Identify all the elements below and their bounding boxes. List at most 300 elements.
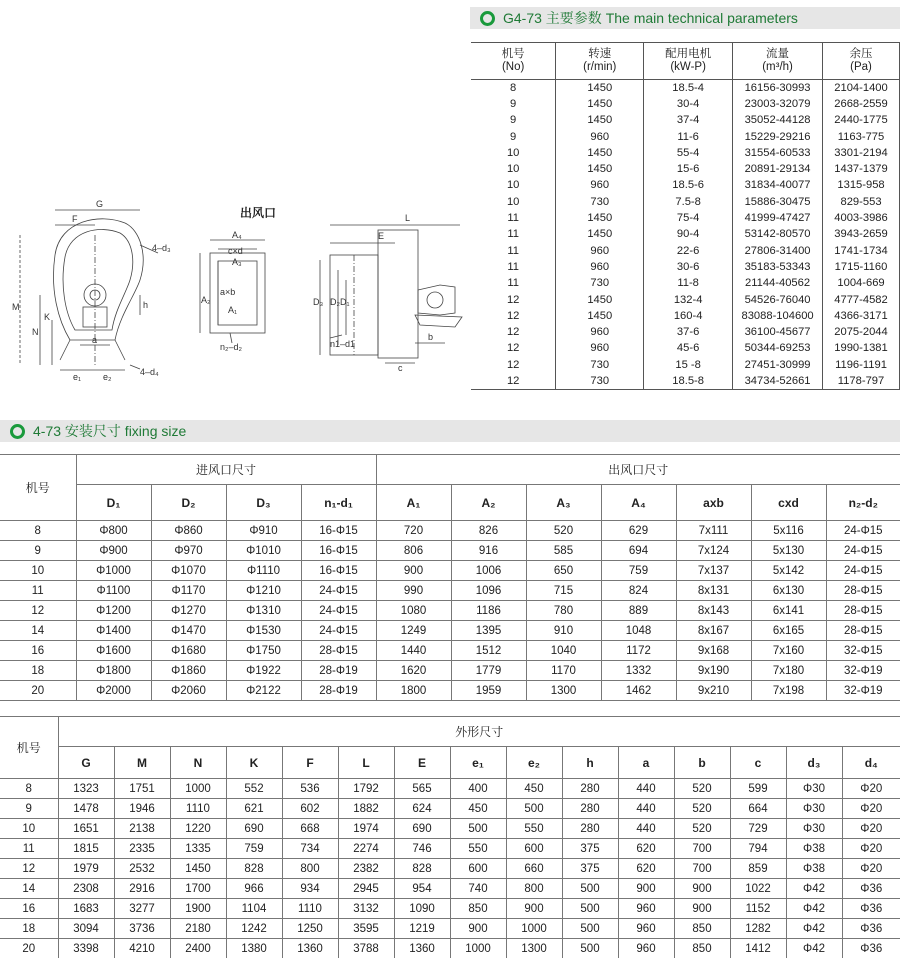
table-cell: 12 [471, 357, 556, 373]
table-cell: 12 [471, 324, 556, 340]
table-cell: 1450 [556, 145, 644, 161]
table-row [0, 661, 900, 681]
table-cell: 375 [562, 839, 618, 859]
motor-body [418, 285, 455, 315]
table-cell: Φ2122 [226, 681, 301, 701]
table-cell: 1315-958 [823, 177, 900, 193]
outline-column-header: M [114, 747, 170, 779]
table-cell: 16 [0, 641, 76, 661]
table-cell: 54526-76040 [733, 291, 823, 307]
table-cell: 280 [562, 779, 618, 799]
table-cell: 11 [471, 259, 556, 275]
table-cell: 2400 [170, 939, 226, 958]
table-cell: Φ800 [76, 521, 151, 541]
table-cell: 10 [471, 161, 556, 177]
label-d4: 4–d₄ [140, 367, 159, 377]
table-cell: 746 [394, 839, 450, 859]
table-row [471, 177, 900, 193]
table-cell: 1974 [338, 819, 394, 839]
table-cell: 1959 [451, 681, 526, 701]
fixing-table-head [0, 455, 900, 521]
label-L: L [405, 213, 411, 223]
table-cell: 28-Φ15 [826, 621, 900, 641]
table-cell: 1620 [376, 661, 451, 681]
table-cell: Φ1800 [76, 661, 151, 681]
inlet-size-header: 进风口尺寸 [76, 455, 376, 485]
table-row [471, 324, 900, 340]
table-cell: 12 [0, 601, 76, 621]
table-cell: 24-Φ15 [826, 561, 900, 581]
table-cell: 1715-1160 [823, 259, 900, 275]
table-cell: 934 [282, 879, 338, 899]
outline-size-table [0, 716, 900, 958]
table-row [0, 621, 900, 641]
table-cell: 35052-44128 [733, 112, 823, 128]
table-cell: Φ20 [842, 799, 900, 819]
table-cell: Φ1400 [76, 621, 151, 641]
table-cell: 8 [0, 521, 76, 541]
table-cell: 600 [450, 859, 506, 879]
table-cell: 1751 [114, 779, 170, 799]
table-cell: 1170 [526, 661, 601, 681]
table-cell: 35183-53343 [733, 259, 823, 275]
table-cell: 730 [556, 275, 644, 291]
table-cell: Φ36 [842, 919, 900, 939]
table-cell: 2335 [114, 839, 170, 859]
table-cell: 859 [730, 859, 786, 879]
table-cell: 1450 [556, 112, 644, 128]
table-cell: 9x190 [676, 661, 751, 681]
table-cell: 1249 [376, 621, 451, 641]
table-cell: 800 [506, 879, 562, 899]
label-e2: e₂ [103, 372, 112, 382]
table-cell: 1882 [338, 799, 394, 819]
table-cell: 1450 [556, 80, 644, 96]
fixing-column-header: axb [676, 485, 751, 521]
green-ring-icon [480, 11, 495, 26]
fan-drawings-svg [0, 195, 470, 395]
table-row [471, 210, 900, 226]
table-cell: 6x141 [751, 601, 826, 621]
table-cell: 720 [376, 521, 451, 541]
label-n1d1: n1–d1 [330, 339, 356, 349]
outline-column-header: K [226, 747, 282, 779]
table-cell: 1300 [526, 681, 601, 701]
table-cell: 9 [471, 128, 556, 144]
table-cell: 585 [526, 541, 601, 561]
table-cell: 624 [394, 799, 450, 819]
table-cell: 1900 [170, 899, 226, 919]
label-D3: D₃ [313, 297, 324, 307]
table-cell: 715 [526, 581, 601, 601]
table-cell: 1152 [730, 899, 786, 919]
table-cell: Φ20 [842, 839, 900, 859]
table-cell: Φ1270 [151, 601, 226, 621]
table-cell: 1186 [451, 601, 526, 621]
table-cell: 660 [506, 859, 562, 879]
parameters-table [471, 42, 900, 390]
table-cell: Φ2060 [151, 681, 226, 701]
table-cell: 9x210 [676, 681, 751, 701]
table-cell: 4003-3986 [823, 210, 900, 226]
technical-drawings [0, 195, 470, 395]
outline-column-header: F [282, 747, 338, 779]
table-cell: 75-4 [644, 210, 733, 226]
label-A1: A₁ [228, 305, 238, 315]
table-cell: 2138 [114, 819, 170, 839]
fan-casing [378, 230, 418, 358]
outline-column-header: d₃ [786, 747, 842, 779]
table-cell: 1450 [556, 308, 644, 324]
table-cell: 440 [618, 799, 674, 819]
fixing-section-title: 4-73 安装尺寸 fixing size [33, 423, 187, 439]
table-cell: Φ38 [786, 859, 842, 879]
table-cell: Φ1170 [151, 581, 226, 601]
table-row [471, 259, 900, 275]
outline-column-header: c [730, 747, 786, 779]
table-cell: 966 [226, 879, 282, 899]
table-cell: Φ20 [842, 779, 900, 799]
fan-housing-inner [63, 230, 133, 330]
table-cell: 7.5-8 [644, 194, 733, 210]
label-A3: A₃ [232, 257, 242, 267]
table-cell: 18 [0, 661, 76, 681]
table-cell: 16-Φ15 [301, 561, 376, 581]
table-cell: 16156-30993 [733, 80, 823, 96]
table-cell: 2668-2559 [823, 96, 900, 112]
table-row [471, 161, 900, 177]
table-cell: Φ36 [842, 879, 900, 899]
table-cell: 500 [562, 879, 618, 899]
table-cell: 10 [471, 177, 556, 193]
table-cell: 1006 [451, 561, 526, 581]
table-cell: 916 [451, 541, 526, 561]
table-cell: 1250 [282, 919, 338, 939]
table-row [471, 96, 900, 112]
table-cell: 850 [450, 899, 506, 919]
table-cell: 694 [601, 541, 676, 561]
table-cell: 690 [394, 819, 450, 839]
table-cell: 900 [376, 561, 451, 581]
table-cell: 18.5-6 [644, 177, 733, 193]
table-cell: 8x143 [676, 601, 751, 621]
table-cell: 1323 [58, 779, 114, 799]
table-cell: 1000 [170, 779, 226, 799]
table-cell: 1815 [58, 839, 114, 859]
table-cell: 1219 [394, 919, 450, 939]
fixing-column-header: n₂-d₂ [826, 485, 900, 521]
parameters-table-body [471, 80, 900, 390]
label-cxd: c×d [228, 246, 243, 256]
table-cell: 23003-32079 [733, 96, 823, 112]
table-cell: Φ30 [786, 819, 842, 839]
table-cell: 1478 [58, 799, 114, 819]
label-G: G [96, 199, 104, 209]
table-cell: 1651 [58, 819, 114, 839]
table-cell: 1512 [451, 641, 526, 661]
table-cell: 8 [0, 779, 58, 799]
table-cell: 1437-1379 [823, 161, 900, 177]
table-row [471, 112, 900, 128]
outlet-size-header: 出风口尺寸 [376, 455, 900, 485]
table-cell: 8x167 [676, 621, 751, 641]
table-cell: 850 [674, 939, 730, 958]
label-h: h [143, 300, 149, 310]
table-cell: 90-4 [644, 226, 733, 242]
table-row [471, 373, 900, 389]
table-cell: 11 [471, 275, 556, 291]
table-cell: 10 [0, 561, 76, 581]
table-cell: 21144-40562 [733, 275, 823, 291]
table-cell: Φ36 [842, 899, 900, 919]
table-cell: 16 [0, 899, 58, 919]
table-cell: 550 [450, 839, 506, 859]
table-cell: 32-Φ19 [826, 681, 900, 701]
table-cell: 83088-104600 [733, 308, 823, 324]
table-cell: 1196-1191 [823, 357, 900, 373]
table-cell: 780 [526, 601, 601, 621]
table-row [471, 340, 900, 356]
fixing-column-header: cxd [751, 485, 826, 521]
table-cell: 1282 [730, 919, 786, 939]
table-cell: 2916 [114, 879, 170, 899]
table-cell: 160-4 [644, 308, 733, 324]
table-cell: 11-8 [644, 275, 733, 291]
label-K: K [44, 312, 51, 322]
outline-column-header: h [562, 747, 618, 779]
fan-left-leg [60, 340, 70, 360]
table-cell: 11 [471, 226, 556, 242]
table-cell: 2104-1400 [823, 80, 900, 96]
table-cell: Φ1750 [226, 641, 301, 661]
table-cell: 11 [471, 210, 556, 226]
table-cell: 1110 [170, 799, 226, 819]
fixing-column-header: A₁ [376, 485, 451, 521]
table-cell: 1979 [58, 859, 114, 879]
table-row [471, 226, 900, 242]
table-cell: 5x142 [751, 561, 826, 581]
table-cell: 1450 [556, 96, 644, 112]
table-cell: 20 [0, 681, 76, 701]
fan-side-view [20, 210, 158, 370]
table-cell: Φ1860 [151, 661, 226, 681]
table-cell: 7x198 [751, 681, 826, 701]
table-cell: 1412 [730, 939, 786, 958]
label-n2d2: n₂–d₂ [220, 342, 243, 352]
table-row [0, 899, 900, 919]
table-cell: 9x168 [676, 641, 751, 661]
table-cell: Φ1470 [151, 621, 226, 641]
table-cell: 15-6 [644, 161, 733, 177]
table-cell: 7x137 [676, 561, 751, 581]
table-cell: 2180 [170, 919, 226, 939]
table-cell: 37-4 [644, 112, 733, 128]
fixing-table-body [0, 521, 900, 701]
table-cell: 3398 [58, 939, 114, 958]
table-cell: 826 [451, 521, 526, 541]
table-cell: 960 [618, 939, 674, 958]
table-cell: 14 [0, 621, 76, 641]
table-cell: 650 [526, 561, 601, 581]
table-row [0, 859, 900, 879]
table-row [471, 308, 900, 324]
table-cell: 1178-797 [823, 373, 900, 389]
outline-table-head [0, 717, 900, 779]
params-header-line: (Pa) [850, 61, 872, 73]
table-cell: 22-6 [644, 242, 733, 258]
table-cell: 10 [471, 194, 556, 210]
table-cell: 50344-69253 [733, 340, 823, 356]
table-cell: 12 [471, 308, 556, 324]
table-row [471, 80, 900, 96]
fixing-section-header [0, 420, 900, 442]
table-cell: Φ36 [842, 939, 900, 958]
table-cell: 10 [0, 819, 58, 839]
table-cell: 4366-3171 [823, 308, 900, 324]
table-cell: 8 [471, 80, 556, 96]
outline-size-header: 外形尺寸 [58, 717, 900, 747]
table-cell: 4210 [114, 939, 170, 958]
table-cell: 10 [471, 145, 556, 161]
table-cell: 32-Φ19 [826, 661, 900, 681]
table-cell: Φ2000 [76, 681, 151, 701]
table-row [0, 839, 900, 859]
label-E: E [378, 231, 385, 241]
table-cell: Φ1110 [226, 561, 301, 581]
table-cell: 729 [730, 819, 786, 839]
table-cell: 16-Φ15 [301, 541, 376, 561]
table-cell: 600 [506, 839, 562, 859]
table-cell: 18.5-8 [644, 373, 733, 389]
table-cell: 53142-80570 [733, 226, 823, 242]
table-cell: 12 [471, 340, 556, 356]
table-cell: 565 [394, 779, 450, 799]
table-cell: 1741-1734 [823, 242, 900, 258]
table-cell: 375 [562, 859, 618, 879]
table-cell: 11 [0, 581, 76, 601]
table-cell: 3736 [114, 919, 170, 939]
table-cell: 1792 [338, 779, 394, 799]
table-cell: 500 [562, 939, 618, 958]
table-row [471, 128, 900, 144]
table-cell: 7x160 [751, 641, 826, 661]
params-header-cell [556, 43, 644, 80]
label-M: M [12, 302, 20, 312]
table-cell: 552 [226, 779, 282, 799]
table-cell: 2440-1775 [823, 112, 900, 128]
table-cell: 730 [556, 373, 644, 389]
table-cell: 400 [450, 779, 506, 799]
table-cell: 31554-60533 [733, 145, 823, 161]
outline-column-header: N [170, 747, 226, 779]
table-cell: 500 [562, 899, 618, 919]
params-header-cell [471, 43, 556, 80]
table-cell: 6x130 [751, 581, 826, 601]
table-cell: 45-6 [644, 340, 733, 356]
table-cell: Φ1000 [76, 561, 151, 581]
table-cell: 1450 [556, 210, 644, 226]
table-cell: Φ1310 [226, 601, 301, 621]
table-row [0, 521, 900, 541]
table-cell: 440 [618, 779, 674, 799]
table-cell: Φ1680 [151, 641, 226, 661]
table-cell: 1022 [730, 879, 786, 899]
table-cell: 7x124 [676, 541, 751, 561]
table-cell: 1360 [394, 939, 450, 958]
table-cell: 31834-40077 [733, 177, 823, 193]
table-cell: 5x130 [751, 541, 826, 561]
table-cell: 1450 [556, 226, 644, 242]
table-cell: 9 [0, 799, 58, 819]
table-cell: 14 [0, 879, 58, 899]
table-cell: 450 [450, 799, 506, 819]
outline-column-header: e₁ [450, 747, 506, 779]
table-cell: Φ1010 [226, 541, 301, 561]
table-cell: 759 [226, 839, 282, 859]
table-cell: 828 [394, 859, 450, 879]
params-header-line: 流量 [766, 48, 790, 60]
table-cell: 12 [471, 373, 556, 389]
table-cell: 2075-2044 [823, 324, 900, 340]
table-cell: 954 [394, 879, 450, 899]
table-cell: Φ1070 [151, 561, 226, 581]
table-cell: 36100-45677 [733, 324, 823, 340]
table-cell: 520 [526, 521, 601, 541]
table-row [471, 145, 900, 161]
table-cell: 2308 [58, 879, 114, 899]
label-N: N [32, 327, 39, 337]
table-row [471, 275, 900, 291]
table-cell: 759 [601, 561, 676, 581]
table-cell: 1104 [226, 899, 282, 919]
fixing-machine-header: 机号 [0, 455, 76, 521]
table-cell: 24-Φ15 [301, 601, 376, 621]
table-cell: 28-Φ15 [826, 581, 900, 601]
table-cell: 620 [618, 839, 674, 859]
table-cell: 740 [450, 879, 506, 899]
table-cell: 668 [282, 819, 338, 839]
table-cell: 11 [0, 839, 58, 859]
table-cell: 621 [226, 799, 282, 819]
table-cell: 730 [556, 357, 644, 373]
table-cell: 664 [730, 799, 786, 819]
table-cell: 28-Φ15 [301, 641, 376, 661]
fan-right-leg [115, 340, 125, 360]
table-row [0, 919, 900, 939]
outline-column-header: e₂ [506, 747, 562, 779]
outline-column-header: a [618, 747, 674, 779]
table-row [471, 291, 900, 307]
table-cell: 500 [562, 919, 618, 939]
table-cell: 9 [471, 112, 556, 128]
table-cell: 132-4 [644, 291, 733, 307]
table-cell: Φ1600 [76, 641, 151, 661]
table-cell: Φ42 [786, 879, 842, 899]
table-cell: 24-Φ15 [826, 521, 900, 541]
table-cell: 24-Φ15 [301, 581, 376, 601]
table-cell: 20891-29134 [733, 161, 823, 177]
table-cell: Φ42 [786, 899, 842, 919]
outline-column-header: b [674, 747, 730, 779]
table-row [0, 819, 900, 839]
params-section-title: G4-73 主要参数 The main technical parameters [503, 10, 798, 26]
table-cell: 794 [730, 839, 786, 859]
table-cell: 2274 [338, 839, 394, 859]
table-cell: Φ970 [151, 541, 226, 561]
table-cell: 28-Φ19 [301, 661, 376, 681]
table-cell: 4777-4582 [823, 291, 900, 307]
table-cell: 520 [674, 819, 730, 839]
